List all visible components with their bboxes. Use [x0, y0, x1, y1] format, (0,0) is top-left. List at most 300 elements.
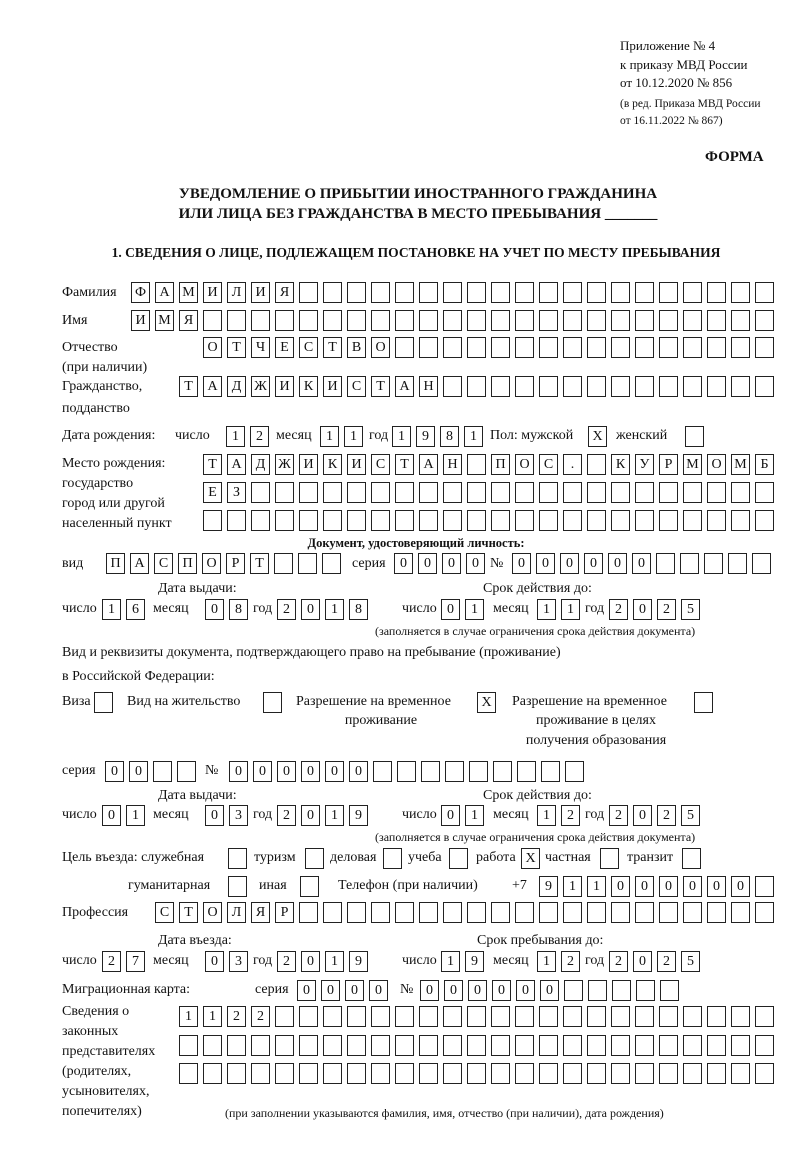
char-box[interactable]	[731, 282, 750, 303]
char-box[interactable]	[371, 1063, 390, 1084]
char-box[interactable]	[707, 482, 726, 503]
char-box[interactable]: 2	[277, 951, 296, 972]
char-box[interactable]: И	[275, 376, 294, 397]
char-box[interactable]	[203, 510, 222, 531]
char-box[interactable]: Т	[371, 376, 390, 397]
purpose-other-checkbox[interactable]	[300, 876, 324, 898]
char-box[interactable]: 0	[205, 951, 224, 972]
char-box[interactable]: 2	[251, 1006, 270, 1027]
char-box[interactable]	[600, 848, 619, 869]
char-box[interactable]	[707, 510, 726, 531]
char-box[interactable]	[563, 337, 582, 358]
char-box[interactable]: С	[154, 553, 173, 574]
char-box[interactable]: Т	[323, 337, 342, 358]
char-box[interactable]: 0	[301, 761, 320, 782]
char-box[interactable]	[612, 980, 631, 1001]
purpose-work-checkbox[interactable]	[521, 848, 545, 870]
char-box[interactable]	[371, 902, 390, 923]
char-box[interactable]	[539, 1006, 558, 1027]
char-box[interactable]	[347, 1035, 366, 1056]
char-box[interactable]	[491, 510, 510, 531]
char-box[interactable]	[395, 310, 414, 331]
char-box[interactable]	[419, 1035, 438, 1056]
char-box[interactable]	[587, 1035, 606, 1056]
profession-field[interactable]	[155, 902, 779, 924]
char-box[interactable]: 2	[657, 951, 676, 972]
char-box[interactable]: 1	[325, 599, 344, 620]
migration-series-field[interactable]	[297, 980, 393, 1002]
char-box[interactable]: 3	[229, 951, 248, 972]
char-box[interactable]: М	[683, 454, 702, 475]
char-box[interactable]	[515, 1063, 534, 1084]
char-box[interactable]	[707, 337, 726, 358]
char-box[interactable]	[635, 310, 654, 331]
char-box[interactable]: 8	[229, 599, 248, 620]
char-box[interactable]	[517, 761, 536, 782]
char-box[interactable]	[752, 553, 771, 574]
char-box[interactable]: 0	[301, 951, 320, 972]
char-box[interactable]: 0	[301, 599, 320, 620]
char-box[interactable]	[177, 761, 196, 782]
char-box[interactable]	[251, 310, 270, 331]
char-box[interactable]	[419, 310, 438, 331]
char-box[interactable]	[251, 482, 270, 503]
char-box[interactable]: Е	[275, 337, 294, 358]
char-box[interactable]: .	[563, 454, 582, 475]
char-box[interactable]: Т	[179, 376, 198, 397]
char-box[interactable]	[491, 902, 510, 923]
purpose-business-checkbox[interactable]	[383, 848, 407, 870]
char-box[interactable]: Т	[395, 454, 414, 475]
char-box[interactable]: X	[588, 426, 607, 447]
char-box[interactable]: Ж	[275, 454, 294, 475]
char-box[interactable]: С	[347, 376, 366, 397]
id-valid-month-field[interactable]	[537, 599, 585, 621]
char-box[interactable]	[274, 553, 293, 574]
purpose-transit-checkbox[interactable]	[682, 848, 706, 870]
char-box[interactable]	[728, 553, 747, 574]
char-box[interactable]: 2	[250, 426, 269, 447]
char-box[interactable]	[275, 1035, 294, 1056]
char-box[interactable]: 0	[441, 805, 460, 826]
char-box[interactable]	[515, 902, 534, 923]
char-box[interactable]	[611, 310, 630, 331]
char-box[interactable]: 0	[540, 980, 559, 1001]
char-box[interactable]: 0	[394, 553, 413, 574]
char-box[interactable]	[347, 1006, 366, 1027]
phone-field[interactable]	[539, 876, 779, 898]
char-box[interactable]	[443, 510, 462, 531]
char-box[interactable]	[275, 310, 294, 331]
char-box[interactable]	[731, 1035, 750, 1056]
char-box[interactable]: О	[203, 902, 222, 923]
birth-place-field-3[interactable]	[203, 510, 779, 532]
char-box[interactable]: 0	[633, 805, 652, 826]
char-box[interactable]: М	[731, 454, 750, 475]
char-box[interactable]	[731, 482, 750, 503]
char-box[interactable]	[94, 692, 113, 713]
char-box[interactable]	[395, 282, 414, 303]
char-box[interactable]: 2	[657, 599, 676, 620]
char-box[interactable]: 9	[349, 805, 368, 826]
char-box[interactable]: 8	[440, 426, 459, 447]
char-box[interactable]: 0	[512, 553, 531, 574]
char-box[interactable]	[635, 482, 654, 503]
char-box[interactable]: С	[155, 902, 174, 923]
char-box[interactable]: 0	[633, 599, 652, 620]
char-box[interactable]: И	[323, 376, 342, 397]
char-box[interactable]: 0	[321, 980, 340, 1001]
char-box[interactable]: С	[371, 454, 390, 475]
char-box[interactable]	[203, 1035, 222, 1056]
char-box[interactable]: 0	[659, 876, 678, 897]
char-box[interactable]: П	[491, 454, 510, 475]
char-box[interactable]	[659, 482, 678, 503]
char-box[interactable]: 1	[344, 426, 363, 447]
char-box[interactable]	[683, 1035, 702, 1056]
char-box[interactable]	[347, 902, 366, 923]
char-box[interactable]	[371, 1006, 390, 1027]
char-box[interactable]	[419, 902, 438, 923]
char-box[interactable]	[443, 310, 462, 331]
char-box[interactable]	[563, 1063, 582, 1084]
char-box[interactable]	[587, 482, 606, 503]
reps-field-3[interactable]	[179, 1063, 779, 1085]
char-box[interactable]: 0	[731, 876, 750, 897]
char-box[interactable]	[491, 282, 510, 303]
char-box[interactable]	[469, 761, 488, 782]
char-box[interactable]: Ф	[131, 282, 150, 303]
char-box[interactable]	[611, 282, 630, 303]
char-box[interactable]	[565, 761, 584, 782]
char-box[interactable]	[298, 553, 317, 574]
char-box[interactable]: А	[395, 376, 414, 397]
char-box[interactable]: 1	[226, 426, 245, 447]
char-box[interactable]	[659, 902, 678, 923]
char-box[interactable]: О	[371, 337, 390, 358]
char-box[interactable]	[659, 1035, 678, 1056]
char-box[interactable]	[227, 310, 246, 331]
char-box[interactable]: 2	[561, 805, 580, 826]
char-box[interactable]: Т	[250, 553, 269, 574]
char-box[interactable]: Р	[275, 902, 294, 923]
char-box[interactable]	[563, 902, 582, 923]
char-box[interactable]: 3	[229, 805, 248, 826]
char-box[interactable]: 0	[683, 876, 702, 897]
char-box[interactable]	[694, 692, 713, 713]
sex-female-checkbox[interactable]	[685, 426, 709, 448]
char-box[interactable]	[227, 1063, 246, 1084]
char-box[interactable]: 9	[416, 426, 435, 447]
char-box[interactable]	[347, 282, 366, 303]
id-issue-month-field[interactable]	[205, 599, 253, 621]
char-box[interactable]	[491, 337, 510, 358]
char-box[interactable]: 0	[584, 553, 603, 574]
char-box[interactable]	[611, 337, 630, 358]
char-box[interactable]: 2	[227, 1006, 246, 1027]
char-box[interactable]	[443, 902, 462, 923]
char-box[interactable]	[419, 282, 438, 303]
residence-permit-checkbox[interactable]	[263, 692, 287, 714]
char-box[interactable]	[731, 902, 750, 923]
char-box[interactable]	[449, 848, 468, 869]
char-box[interactable]	[203, 1063, 222, 1084]
char-box[interactable]	[275, 1006, 294, 1027]
char-box[interactable]: Л	[227, 282, 246, 303]
char-box[interactable]: 1	[464, 426, 483, 447]
char-box[interactable]: 1	[102, 599, 121, 620]
birth-place-field-1[interactable]	[203, 454, 779, 476]
char-box[interactable]	[179, 1035, 198, 1056]
char-box[interactable]	[611, 376, 630, 397]
char-box[interactable]: Н	[419, 376, 438, 397]
char-box[interactable]	[299, 902, 318, 923]
char-box[interactable]: 2	[609, 805, 628, 826]
char-box[interactable]: Е	[203, 482, 222, 503]
char-box[interactable]	[227, 1035, 246, 1056]
char-box[interactable]: 0	[229, 761, 248, 782]
char-box[interactable]	[659, 376, 678, 397]
char-box[interactable]	[731, 1006, 750, 1027]
char-box[interactable]	[539, 1063, 558, 1084]
char-box[interactable]	[659, 1063, 678, 1084]
char-box[interactable]: 2	[277, 805, 296, 826]
char-box[interactable]	[467, 310, 486, 331]
char-box[interactable]: 0	[707, 876, 726, 897]
char-box[interactable]	[563, 310, 582, 331]
char-box[interactable]: 0	[492, 980, 511, 1001]
char-box[interactable]: К	[299, 376, 318, 397]
char-box[interactable]	[635, 282, 654, 303]
char-box[interactable]	[443, 337, 462, 358]
char-box[interactable]	[731, 337, 750, 358]
char-box[interactable]	[179, 1063, 198, 1084]
char-box[interactable]	[611, 902, 630, 923]
char-box[interactable]	[371, 1035, 390, 1056]
char-box[interactable]: П	[106, 553, 125, 574]
char-box[interactable]	[299, 282, 318, 303]
char-box[interactable]: 0	[277, 761, 296, 782]
id-kind-field[interactable]	[106, 553, 346, 575]
char-box[interactable]	[515, 510, 534, 531]
char-box[interactable]: И	[251, 282, 270, 303]
char-box[interactable]: И	[299, 454, 318, 475]
char-box[interactable]: 1	[126, 805, 145, 826]
char-box[interactable]	[419, 1006, 438, 1027]
until-month-field[interactable]	[537, 951, 585, 973]
char-box[interactable]	[491, 376, 510, 397]
char-box[interactable]: 8	[349, 599, 368, 620]
char-box[interactable]	[443, 1063, 462, 1084]
char-box[interactable]	[704, 553, 723, 574]
char-box[interactable]: О	[202, 553, 221, 574]
char-box[interactable]	[467, 1006, 486, 1027]
char-box[interactable]	[275, 482, 294, 503]
char-box[interactable]	[707, 1063, 726, 1084]
char-box[interactable]	[153, 761, 172, 782]
char-box[interactable]	[611, 510, 630, 531]
char-box[interactable]	[587, 1006, 606, 1027]
char-box[interactable]	[515, 1035, 534, 1056]
char-box[interactable]: Ч	[251, 337, 270, 358]
char-box[interactable]	[515, 376, 534, 397]
char-box[interactable]	[323, 902, 342, 923]
char-box[interactable]	[347, 510, 366, 531]
char-box[interactable]: 6	[126, 599, 145, 620]
char-box[interactable]	[755, 1063, 774, 1084]
char-box[interactable]: 0	[325, 761, 344, 782]
char-box[interactable]	[659, 1006, 678, 1027]
char-box[interactable]	[755, 282, 774, 303]
char-box[interactable]	[467, 454, 486, 475]
char-box[interactable]	[563, 282, 582, 303]
char-box[interactable]	[371, 510, 390, 531]
char-box[interactable]	[371, 310, 390, 331]
char-box[interactable]: 0	[102, 805, 121, 826]
char-box[interactable]: 5	[681, 599, 700, 620]
char-box[interactable]	[563, 1006, 582, 1027]
stay-series-field[interactable]	[105, 761, 201, 783]
char-box[interactable]: 5	[681, 951, 700, 972]
char-box[interactable]	[491, 482, 510, 503]
char-box[interactable]	[731, 376, 750, 397]
birth-day-field[interactable]	[226, 426, 274, 448]
char-box[interactable]	[707, 1006, 726, 1027]
char-box[interactable]	[491, 1006, 510, 1027]
char-box[interactable]: Н	[443, 454, 462, 475]
char-box[interactable]	[539, 510, 558, 531]
char-box[interactable]	[563, 510, 582, 531]
char-box[interactable]	[588, 980, 607, 1001]
char-box[interactable]: И	[347, 454, 366, 475]
char-box[interactable]: С	[299, 337, 318, 358]
char-box[interactable]	[611, 1035, 630, 1056]
char-box[interactable]	[539, 282, 558, 303]
char-box[interactable]: 0	[105, 761, 124, 782]
char-box[interactable]	[587, 376, 606, 397]
char-box[interactable]: А	[130, 553, 149, 574]
char-box[interactable]: 0	[468, 980, 487, 1001]
char-box[interactable]	[419, 337, 438, 358]
char-box[interactable]	[635, 1035, 654, 1056]
char-box[interactable]: 1	[179, 1006, 198, 1027]
stay-valid-year-field[interactable]	[609, 805, 705, 827]
char-box[interactable]: 1	[537, 951, 556, 972]
char-box[interactable]	[587, 337, 606, 358]
char-box[interactable]: 0	[129, 761, 148, 782]
char-box[interactable]: О	[203, 337, 222, 358]
id-issue-day-field[interactable]	[102, 599, 150, 621]
char-box[interactable]	[683, 902, 702, 923]
char-box[interactable]: 0	[516, 980, 535, 1001]
char-box[interactable]	[611, 1006, 630, 1027]
char-box[interactable]	[445, 761, 464, 782]
char-box[interactable]	[587, 282, 606, 303]
char-box[interactable]: 0	[444, 980, 463, 1001]
stay-issue-year-field[interactable]	[277, 805, 373, 827]
char-box[interactable]: 0	[349, 761, 368, 782]
char-box[interactable]: 1	[563, 876, 582, 897]
purpose-humanitarian-checkbox[interactable]	[228, 876, 252, 898]
char-box[interactable]	[323, 1063, 342, 1084]
char-box[interactable]: А	[419, 454, 438, 475]
char-box[interactable]: З	[227, 482, 246, 503]
char-box[interactable]	[659, 310, 678, 331]
char-box[interactable]: 0	[635, 876, 654, 897]
char-box[interactable]: 1	[325, 805, 344, 826]
char-box[interactable]: 0	[632, 553, 651, 574]
char-box[interactable]: Я	[275, 282, 294, 303]
purpose-tourism-checkbox[interactable]	[305, 848, 329, 870]
char-box[interactable]	[467, 337, 486, 358]
char-box[interactable]: 0	[418, 553, 437, 574]
char-box[interactable]	[755, 337, 774, 358]
char-box[interactable]: 0	[536, 553, 555, 574]
surname-field[interactable]	[131, 282, 779, 304]
char-box[interactable]: 7	[126, 951, 145, 972]
char-box[interactable]: Ж	[251, 376, 270, 397]
char-box[interactable]	[467, 282, 486, 303]
char-box[interactable]	[707, 310, 726, 331]
char-box[interactable]	[755, 1006, 774, 1027]
char-box[interactable]	[395, 482, 414, 503]
char-box[interactable]	[323, 482, 342, 503]
char-box[interactable]: О	[515, 454, 534, 475]
char-box[interactable]	[383, 848, 402, 869]
char-box[interactable]	[419, 482, 438, 503]
char-box[interactable]: 2	[561, 951, 580, 972]
char-box[interactable]	[251, 510, 270, 531]
char-box[interactable]	[515, 310, 534, 331]
char-box[interactable]	[491, 310, 510, 331]
char-box[interactable]	[755, 876, 774, 897]
char-box[interactable]: 2	[277, 599, 296, 620]
patronymic-field[interactable]	[203, 337, 779, 359]
char-box[interactable]	[515, 482, 534, 503]
name-field[interactable]	[131, 310, 779, 332]
char-box[interactable]	[755, 1035, 774, 1056]
char-box[interactable]	[685, 426, 704, 447]
char-box[interactable]	[660, 980, 679, 1001]
char-box[interactable]: 2	[102, 951, 121, 972]
char-box[interactable]	[539, 1035, 558, 1056]
char-box[interactable]: Р	[659, 454, 678, 475]
char-box[interactable]	[347, 310, 366, 331]
char-box[interactable]	[635, 1006, 654, 1027]
temp-residence-edu-checkbox[interactable]	[694, 692, 718, 714]
char-box[interactable]	[421, 761, 440, 782]
char-box[interactable]: 2	[609, 599, 628, 620]
char-box[interactable]: 2	[657, 805, 676, 826]
char-box[interactable]: П	[178, 553, 197, 574]
char-box[interactable]: 1	[465, 599, 484, 620]
char-box[interactable]: 0	[205, 599, 224, 620]
char-box[interactable]: В	[347, 337, 366, 358]
char-box[interactable]	[611, 482, 630, 503]
char-box[interactable]	[707, 902, 726, 923]
char-box[interactable]	[323, 282, 342, 303]
char-box[interactable]	[515, 1006, 534, 1027]
char-box[interactable]	[467, 1035, 486, 1056]
char-box[interactable]	[635, 376, 654, 397]
char-box[interactable]	[683, 376, 702, 397]
id-valid-year-field[interactable]	[609, 599, 705, 621]
purpose-study-checkbox[interactable]	[449, 848, 473, 870]
reps-field-1[interactable]	[179, 1006, 779, 1028]
char-box[interactable]	[323, 1006, 342, 1027]
char-box[interactable]	[443, 482, 462, 503]
char-box[interactable]	[587, 310, 606, 331]
